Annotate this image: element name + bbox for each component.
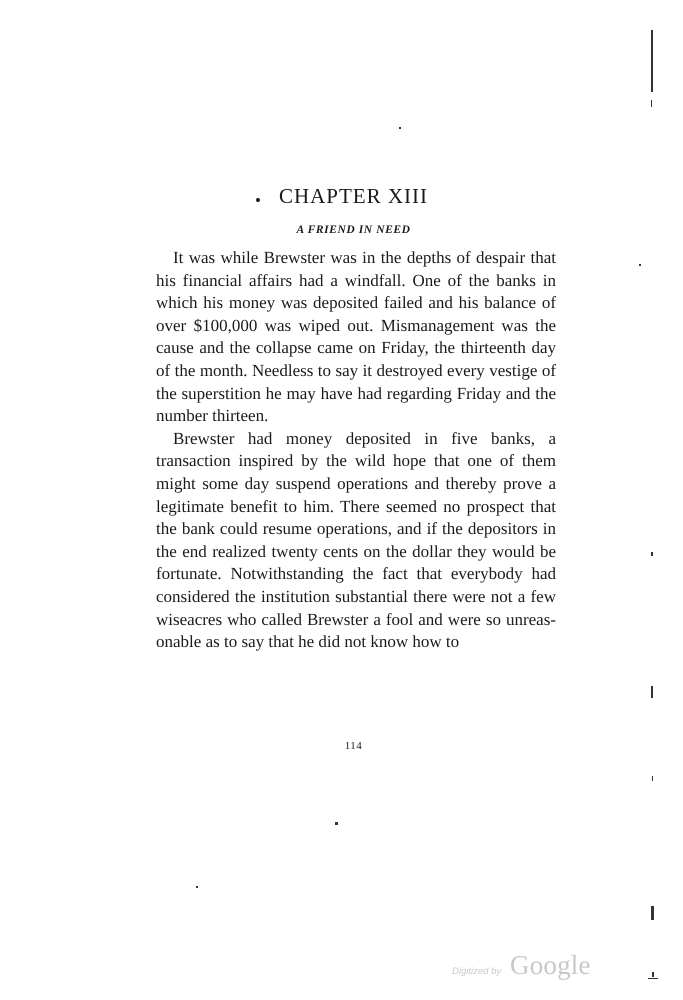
- scan-speck: [652, 776, 653, 781]
- paragraph-2: Brewster had money deposited in five banks, a transaction inspired by the wild hope that one of them might some day suspend operations and thereby prove a legitimate benefit to him. There seemed no prospect that the bank could resume operations, and if the depositors in the end realized twenty cents on the dollar they would be fortunate. Notwithstanding the fact that everybody had considered the institution substantial there were not a few wiseacres who called Brewster a fool and were so unreasonable as to say that he did not know how to: [156, 428, 556, 652]
- chapter-title: CHAPTER XIII: [278, 184, 429, 208]
- scan-edge-line: [651, 30, 653, 92]
- scan-edge-tick: [651, 906, 654, 920]
- page-number: 114: [344, 740, 363, 752]
- chapter-body: [156, 247, 556, 654]
- scan-speck: [196, 886, 198, 888]
- digitized-by-google-watermark: [452, 950, 602, 986]
- chapter-subtitle: A FRIEND IN NEED: [296, 224, 411, 236]
- scan-speck: [639, 264, 641, 266]
- digitized-label: Digitized by: [452, 966, 502, 977]
- scan-speck: [335, 822, 338, 825]
- scan-speck: [399, 127, 401, 129]
- scan-edge-tick: [651, 100, 652, 107]
- scan-speck: [648, 978, 658, 979]
- paragraph-1: It was while Brewster was in the depths of despair that his financial affairs had a windfall. One of the banks in which his money was deposited failed and his balance of over $100,000 was wiped out. Mismanagement was the cause and the collapse came on Friday, the thirteenth day of the month. Needless to say it destroyed every vestige of the superstition he may have had regarding Friday and the number thirteen.: [156, 248, 556, 426]
- scan-edge-tick: [651, 686, 653, 698]
- google-logo: Google: [510, 950, 591, 980]
- scan-speck: [651, 552, 653, 556]
- scan-speck: [652, 972, 654, 977]
